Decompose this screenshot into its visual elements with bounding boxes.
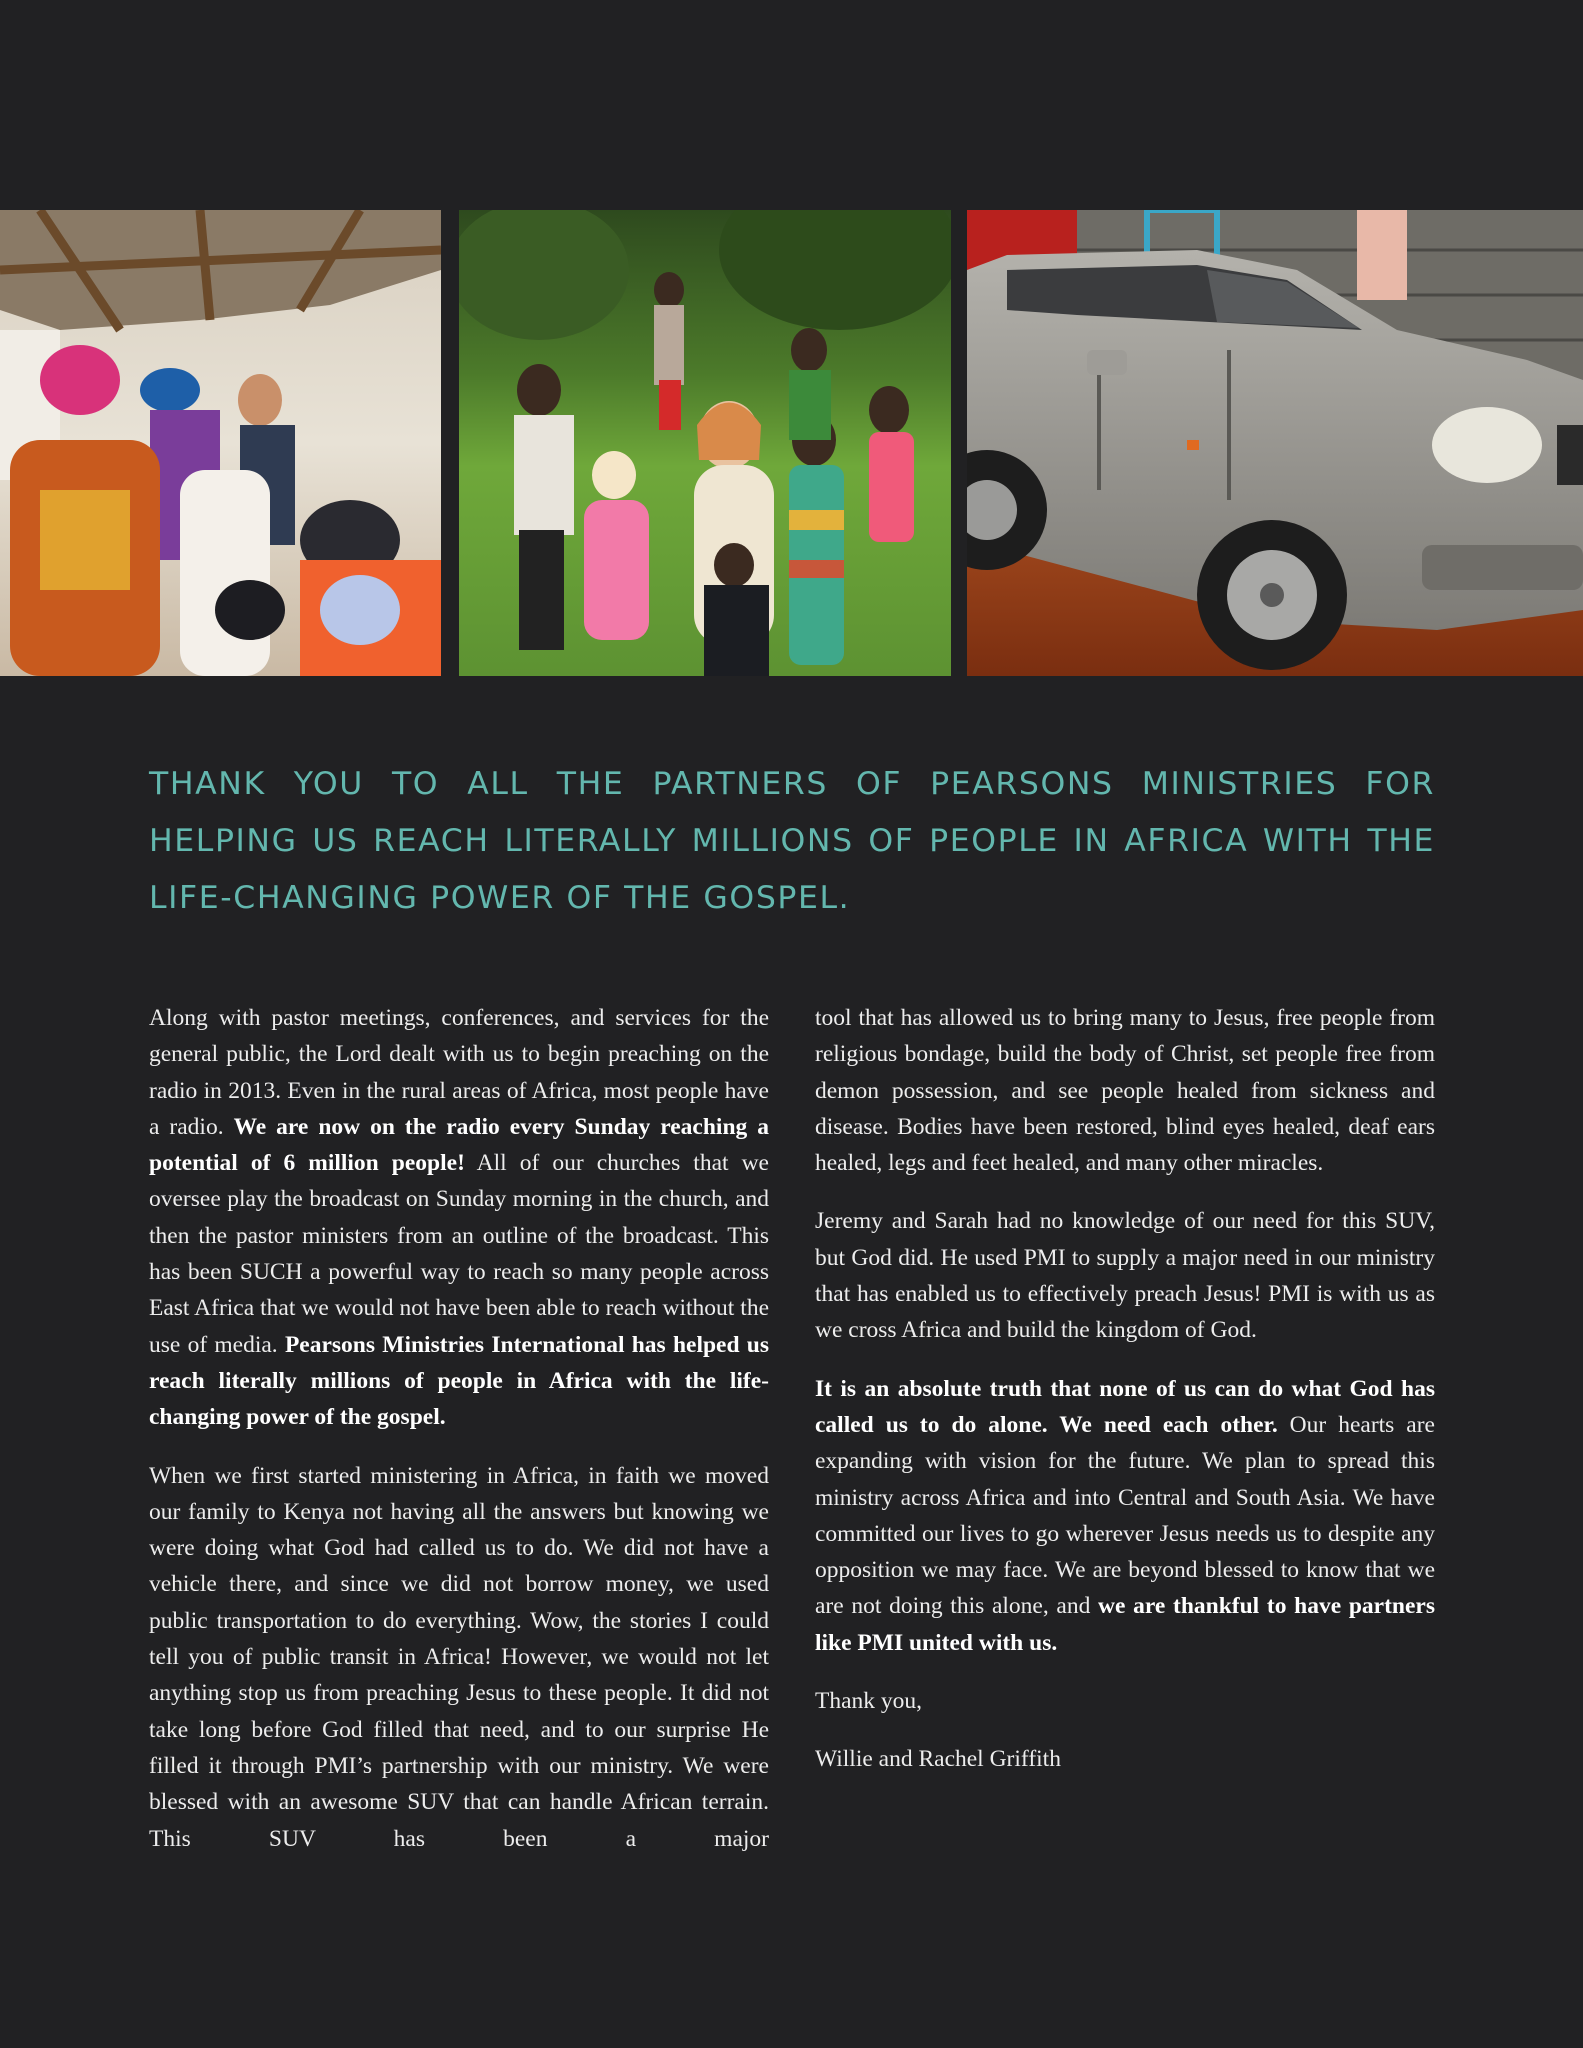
headline: THANK YOU TO ALL THE PARTNERS OF PEARSONS MINISTRIES FOR HELPING US REACH LITERALLY MILLIONS OF PEOPLE IN AFRICA WITH THE LIFE-CHANGING POWER OF THE GOSPEL. — [149, 766, 1435, 916]
suv-photo — [967, 210, 1583, 676]
signature: Willie and Rachel Griffith — [815, 1746, 1061, 1773]
paragraph-text: Our hearts are expanding with vision for the future. We plan to spread this ministry across Africa and into Central and South Asia. We have committed our lives to go wherever Jesus needs us to despite any opposition we may face. We are beyond blessed to know that we are not doing this alone, and — [815, 1411, 1435, 1620]
bold-highlight: We are now on the radio every Sunday reaching a potential of 6 million people! — [149, 1113, 770, 1177]
paragraph-vehicle-continued: tool that has allowed us to bring many to Jesus, free people from religious bondage, build the body of Christ, set people free from demon possession, and see people healed from sickness and disease. Bodies have been restored, blind eyes healed, deaf ears healed, legs and feet healed, and many other miracles. — [815, 1005, 1435, 1177]
article-column-right — [815, 1000, 1435, 1800]
bold-highlight: Pearsons Ministries International has helped us reach literally millions of people in Africa with the life-changing power of the gospel. — [149, 1331, 770, 1431]
article-column-left — [149, 1000, 769, 1879]
church-service-photo — [0, 210, 441, 676]
children-group-photo — [459, 210, 951, 676]
paragraph-radio — [149, 1000, 769, 1436]
bold-highlight: we are thankful to have partners like PMI united with us. — [815, 1593, 1435, 1656]
paragraph-text: All of our churches that we oversee play the broadcast on Sunday morning in the church, and then the pastor ministers from an outline of the broadcast. This has been SUCH a powerful way to reach so many people across East Africa that we would not have been able to reach without the use of media. — [149, 1150, 769, 1358]
paragraph-text: Along with pastor meetings, conferences, and services for the general public, the Lord dealt with us to begin preaching on the radio in 2013. Even in the rural areas of Africa, most people have a radio. — [149, 1005, 769, 1140]
paragraph-partners — [815, 1371, 1435, 1661]
bold-highlight: It is an absolute truth that none of us can do what God has called us to do alone. We need each other. — [815, 1375, 1435, 1438]
paragraph-vehicle: When we first started ministering in Africa, in faith we moved our family to Kenya not having all the answers but knowing we were doing what God had called us to do. We did not have a vehicle there, and since we did not borrow money, we used public transportation to do everything. Wow, the stories I could tell you of public transit in Africa! However, we would not let anything stop us from preaching Jesus to these people. It did not take long before God filled that need, and to our surprise He filled it through PMI’s partnership with our ministry. We were blessed with an awesome SUV that can handle African terrain. This SUV has been a major — [149, 1462, 769, 1852]
closing: Thank you, — [815, 1688, 923, 1715]
paragraph-suv: Jeremy and Sarah had no knowledge of our need for this SUV, but God did. He used PMI to supply a major need in our ministry that has enabled us to effectively preach Jesus! PMI is with us as we cross Africa and build the kingdom of God. — [815, 1208, 1435, 1344]
